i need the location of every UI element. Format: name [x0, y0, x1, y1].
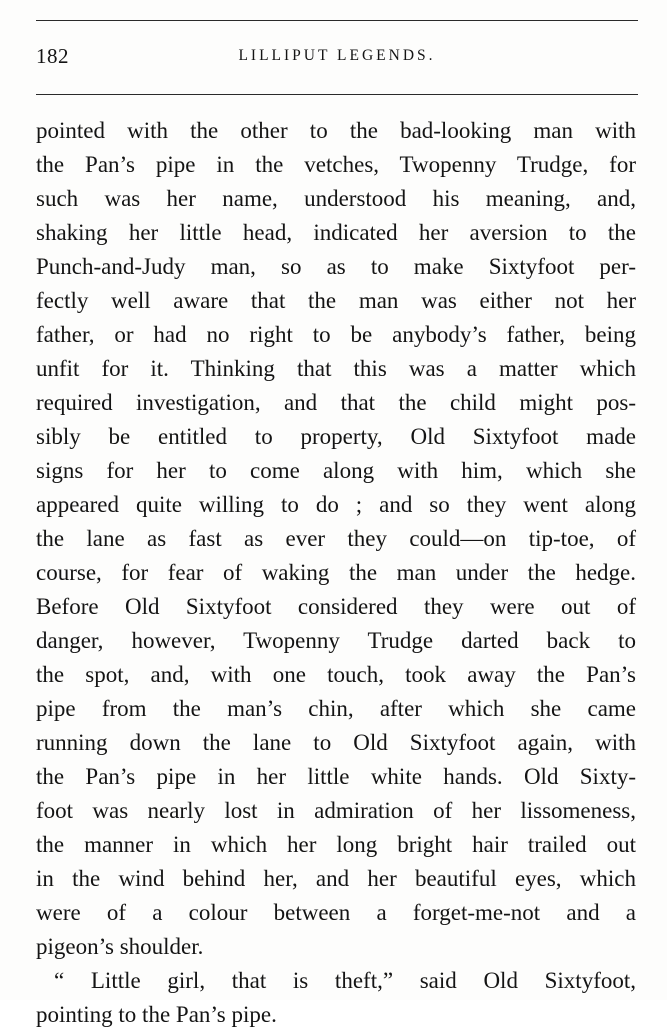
text-line: unfit for it. Thinking that this was a matter which	[36, 356, 636, 381]
text-line: course, for fear of waking the man under the hedge.	[36, 560, 636, 585]
text-line: the Pan’s pipe in the vetches, Twopenny Trudge, for	[36, 152, 636, 177]
text-line: appeared quite willing to do ; and so they went along	[36, 492, 636, 517]
running-title: LILLIPUT LEGENDS.	[238, 47, 436, 64]
header-top-rule	[36, 20, 638, 21]
page-header	[36, 44, 638, 74]
text-line: “ Little girl, that is theft,” said Old Sixtyfoot,	[54, 968, 636, 993]
text-line: pointing to the Pan’s pipe.	[36, 1002, 277, 1027]
text-line: shaking her little head, indicated her aversion to the	[36, 220, 636, 245]
text-line: fectly well aware that the man was either not her	[36, 288, 636, 313]
text-line: sibly be entitled to property, Old Sixtyfoot made	[36, 424, 636, 449]
header-bottom-rule	[36, 94, 638, 95]
text-line: the manner in which her long bright hair trailed out	[36, 832, 636, 857]
text-line: pipe from the man’s chin, after which she came	[36, 696, 636, 721]
text-line: pigeon’s shoulder.	[36, 934, 204, 959]
text-line: foot was nearly lost in admiration of her lissomeness,	[36, 798, 636, 823]
text-line: Punch-and-Judy man, so as to make Sixtyfoot per-	[36, 254, 636, 279]
body-text	[36, 114, 636, 1032]
text-line: pointed with the other to the bad-looking man with	[36, 118, 636, 143]
text-line: danger, however, Twopenny Trudge darted back to	[36, 628, 636, 653]
text-line: such was her name, understood his meaning, and,	[36, 186, 636, 211]
text-line: running down the lane to Old Sixtyfoot again, with	[36, 730, 636, 755]
text-line: were of a colour between a forget-me-not and a	[36, 900, 636, 925]
page-number: 182	[36, 44, 69, 68]
text-line: Before Old Sixtyfoot considered they were out of	[36, 594, 636, 619]
text-line: the lane as fast as ever they could—on tip-toe, of	[36, 526, 636, 551]
text-line: the Pan’s pipe in her little white hands. Old Sixty-	[36, 764, 636, 789]
text-line: father, or had no right to be anybody’s father, being	[36, 322, 636, 347]
text-line: required investigation, and that the child might pos-	[36, 390, 636, 415]
text-line: in the wind behind her, and her beautiful eyes, which	[36, 866, 636, 891]
text-line: the spot, and, with one touch, took away the Pan’s	[36, 662, 636, 687]
text-line: signs for her to come along with him, which she	[36, 458, 636, 483]
